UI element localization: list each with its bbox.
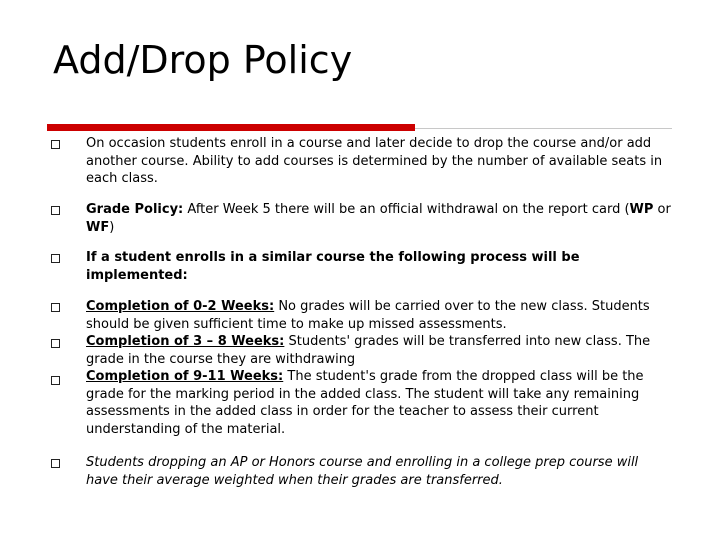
weeks-3-8-text: Students' grades will be transferred into new class. The grade in the course they are withdrawing [86,334,651,367]
wf-label: WF [86,219,110,235]
weeks-0-2-text: No grades will be carried over to the new class. Students should be given sufficient time to make up missed assessments. [86,299,650,332]
bullet-square-icon [51,140,60,149]
bullet-3-text: If a student enrolls in a similar course the following process will be implemented: [86,250,580,283]
page-title: Add/Drop Policy [53,38,353,82]
grade-policy-label: Grade Policy: [86,202,184,217]
grade-policy-text: After Week 5 there will be an official withdrawal on the report card ( [183,202,630,217]
bullet-text [86,298,671,438]
weeks-9-11-label: Completion of 9-11 Weeks: [86,369,284,384]
bullet-square-icon [51,254,60,263]
bullet-square-icon [51,376,60,385]
weeks-3-8-label: Completion of 3 – 8 Weeks: [86,334,285,349]
bullet-text [86,454,671,489]
or-text: or [653,202,671,217]
bullet-text [86,201,671,236]
bullet-square-icon [51,339,60,348]
bullet-1-text: On occasion students enroll in a course and later decide to drop the course and/or add another course. Ability to add courses is determined by the number of available seats in each class. [86,136,663,186]
bullet-text [86,135,671,188]
paren-close: ) [109,219,115,235]
weeks-9-11-text: The student's grade from the dropped class will be the grade for the marking period in the added class. The student will take any remaining assessments in the added class in order for the teacher to assess their current understanding of the material. [86,369,644,437]
bullet-text [86,249,671,284]
bullet-square-icon [51,303,60,312]
weeks-0-2-label: Completion of 0-2 Weeks: [86,299,275,314]
bullet-7-text: Students dropping an AP or Honors course and enrolling in a college prep course will have their average weighted when their grades are transferred. [86,455,639,488]
bullet-square-icon [51,206,60,215]
bullet-square-icon [51,459,60,468]
wp-label: WP [629,202,654,217]
